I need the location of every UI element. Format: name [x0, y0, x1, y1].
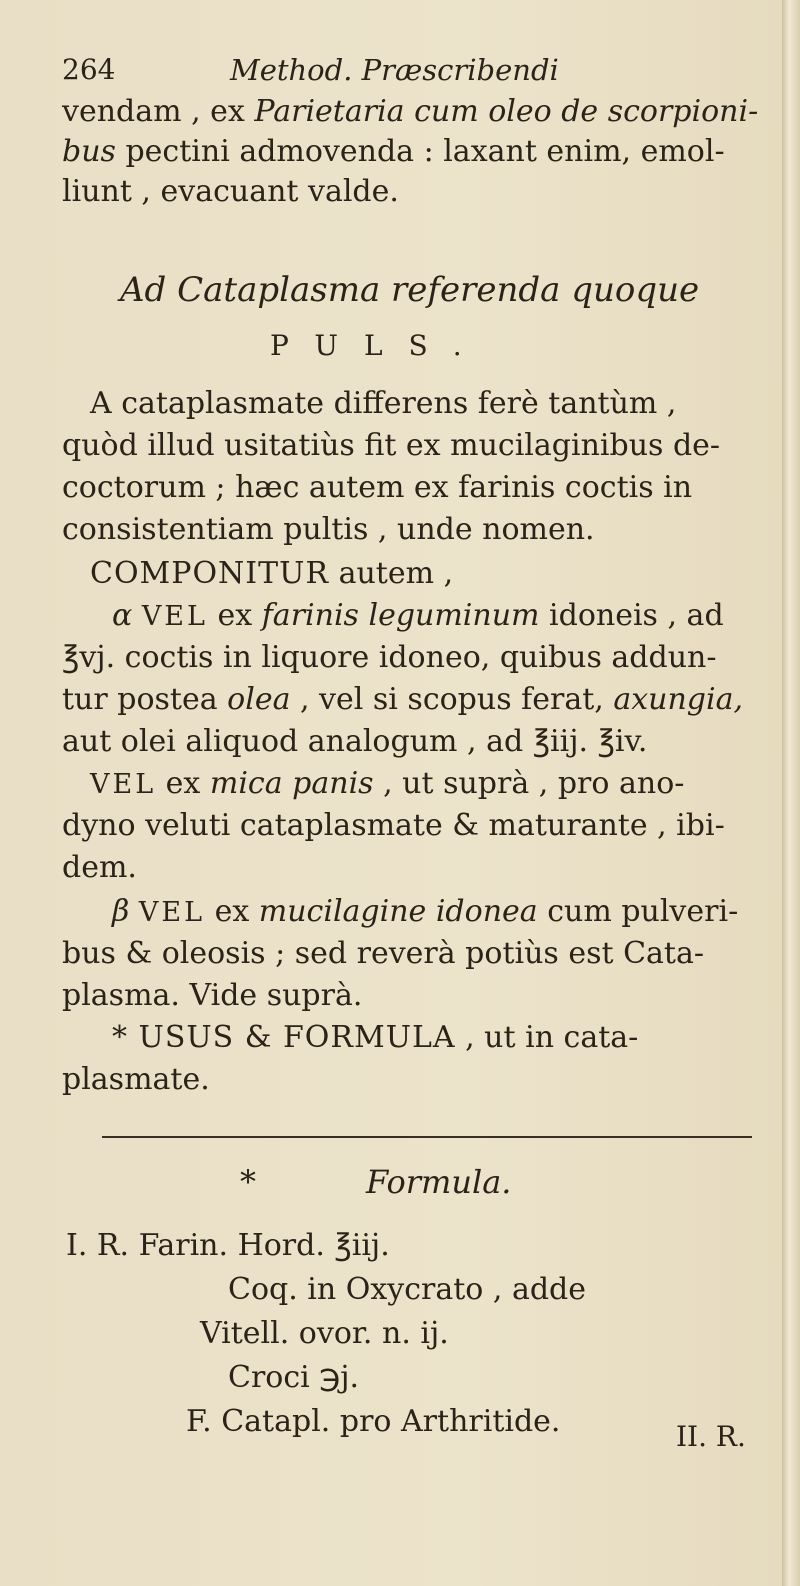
alpha-line-2: ℥vj. coctis in liquore idoneo, quibus addun- — [62, 640, 717, 675]
beta-line: β VEL ex mucilagine idonea cum pulveri- — [112, 894, 739, 929]
section-title: Ad Cataplasma referenda quoque — [120, 270, 700, 310]
intro-line-2: bus pectini admovenda : laxant enim, emol- — [62, 134, 725, 169]
usus-line: * USUS & FORMULA , ut in cata- — [112, 1020, 639, 1055]
recipe-line-3: Vitell. ovor. n. ij. — [200, 1316, 449, 1351]
body-line-1: A cataplasmate differens ferè tantùm , — [90, 386, 677, 421]
body-line-4: consistentiam pultis , unde nomen. — [62, 512, 595, 547]
running-title: Method. Præscribendi — [230, 53, 559, 87]
divider-rule — [102, 1136, 752, 1138]
recipe-line-1: I. R. Farin. Hord. ℥iij. — [66, 1228, 390, 1263]
recipe-line-5: F. Catapl. pro Arthritide. — [186, 1404, 561, 1439]
usus-line-2: plasmate. — [62, 1062, 210, 1097]
catchword: II. R. — [676, 1420, 746, 1453]
vel2-line-3: dem. — [62, 850, 137, 885]
page-edge — [782, 0, 800, 1586]
intro-line-1: vendam , ex Parietaria cum oleo de scorpioni- — [62, 94, 759, 129]
page-number: 264 — [62, 53, 116, 86]
formula-heading: * Formula. — [240, 1163, 512, 1201]
componitur-line: COMPONITUR autem , — [90, 556, 454, 591]
alpha-line-4: aut olei aliquod analogum , ad ℥iij. ℥iv. — [62, 724, 648, 759]
vel2-line-2: dyno veluti cataplasmate & maturante , ibi- — [62, 808, 725, 843]
body-line-3: coctorum ; hæc autem ex farinis coctis in — [62, 470, 693, 505]
intro-line-3: liunt , evacuant valde. — [62, 174, 399, 209]
beta-line-2: bus & oleosis ; sed reverà potiùs est Cata- — [62, 936, 705, 971]
alpha-line-3: tur postea olea , vel si scopus ferat, axungia, — [62, 682, 744, 717]
beta-line-3: plasma. Vide suprà. — [62, 978, 363, 1013]
recipe-line-4: Croci ℈j. — [228, 1360, 360, 1395]
section-subtitle: PULS. — [270, 329, 488, 362]
vel2-line: VEL ex mica panis , ut suprà , pro ano- — [90, 766, 685, 801]
recipe-line-2: Coq. in Oxycrato , adde — [228, 1272, 587, 1307]
body-line-2: quòd illud usitatiùs fit ex mucilaginibus de- — [62, 428, 721, 463]
alpha-line: α VEL ex farinis leguminum idoneis , ad — [112, 598, 724, 633]
